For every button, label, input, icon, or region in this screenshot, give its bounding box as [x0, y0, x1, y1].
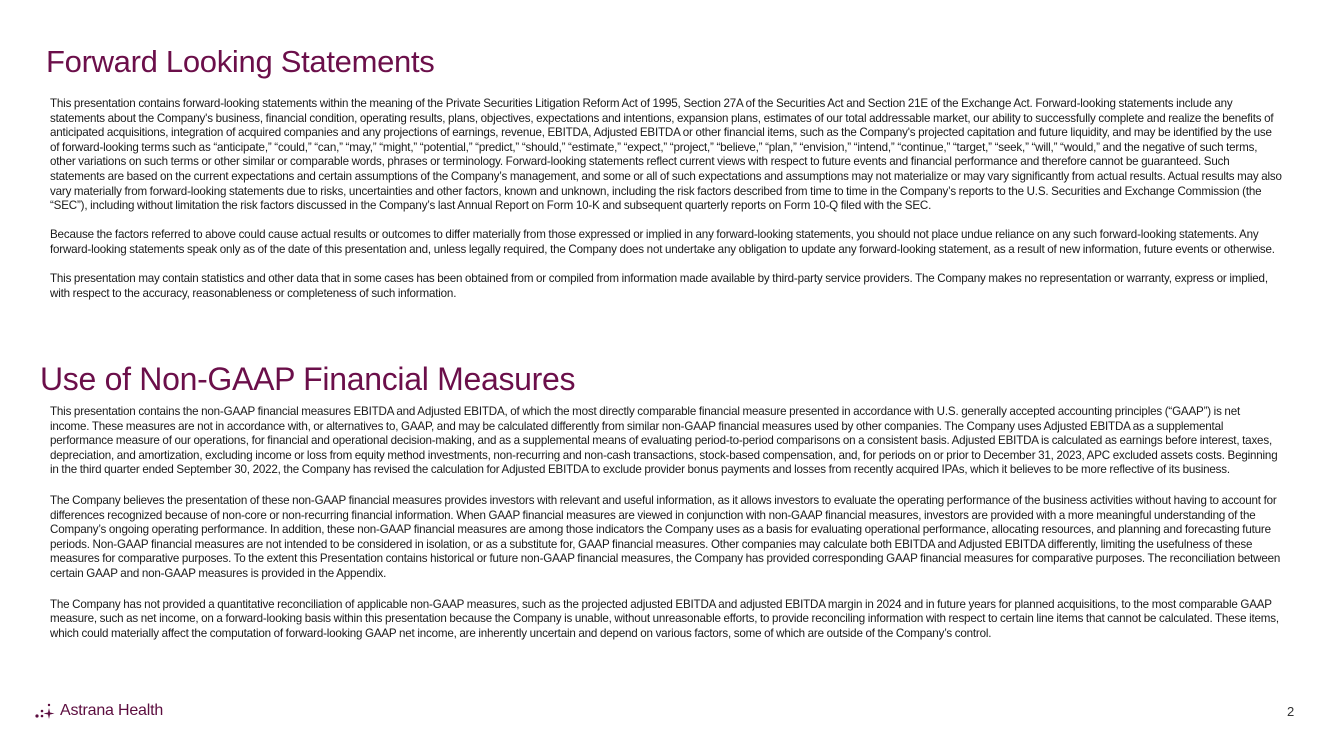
- forward-looking-paragraph: This presentation contains forward-looking statements within the meaning of the Private Securities Litigation Reform Act of 1995, Section 27A of the Securities Act and Section 21E of the Exchange Act. Forward-looking statements include any statements about the Company's business, financial condition, operating results, plans, objectives, expectations and intentions, expansion plans, estimates of our total addressable market, our ability to successfully complete and realize the benefits of anticipated acquisitions, integration of acquired companies and any projections of earnings, revenue, EBITDA, Adjusted EBITDA or other financial items, such as the Company's projected capitation and future liquidity, and may be identified by the use of forward-looking terms such as “anticipate,” “could,” “can,” “may,” “might,” “potential,” “predict,” “should,” “estimate,” “expect,” “project,” “believe,” “plan,” “envision,” “intend,” “continue,” “target,” “seek,” “will,” “would,” and the negative of such terms, other variations on such terms or other similar or comparable words, phrases or terminology. Forward-looking statements reflect current views with respect to future events and financial performance and therefore cannot be guaranteed. Such statements are based on the current expectations and certain assumptions of the Company’s management, and some or all of such expectations and assumptions may not materialize or may vary significantly from actual results. Actual results may also vary materially from forward-looking statements due to risks, uncertainties and other factors, known and unknown, including the risk factors described from time to time in the Company’s reports to the U.S. Securities and Exchange Commission (the “SEC”), including without limitation the risk factors discussed in the Company’s last Annual Report on Form 10-K and subsequent quarterly reports on Form 10-Q filed with the SEC.: [50, 97, 1282, 213]
- page-number: 2: [1287, 704, 1295, 719]
- logo-text: Astrana Health: [60, 702, 164, 719]
- forward-looking-title: Forward Looking Statements: [46, 44, 435, 79]
- forward-looking-paragraph: This presentation may contain statistics and other data that in some cases has been obtained from or compiled from information made available by third-party service providers. The Company makes no representation or warranty, express or implied, with respect to the accuracy, reasonableness or completeness of such information.: [50, 272, 1268, 300]
- forward-looking-paragraph: Because the factors referred to above could cause actual results or outcomes to differ materially from those expressed or implied in any forward-looking statements, you should not place undue reliance on any such forward-looking statements. Any forward-looking statements speak only as of the date of this presentation and, unless legally required, the Company does not undertake any obligation to update any forward-looking statement, as a result of new information, future events or otherwise.: [50, 228, 1275, 256]
- non-gaap-section: [50, 405, 1282, 641]
- non-gaap-paragraph: This presentation contains the non-GAAP financial measures EBITDA and Adjusted EBITDA, of which the most directly comparable financial measure presented in accordance with U.S. generally accepted accounting principles (“GAAP”) is net income. These measures are not in accordance with, or alternatives to, GAAP, and may be calculated differently from similar non-GAAP financial measures used by other companies. The Company uses Adjusted EBITDA as a supplemental performance measure of our operations, for financial and operational decision-making, and as a supplemental means of evaluating period-to-period comparisons on a consistent basis. Adjusted EBITDA is calculated as earnings before interest, taxes, depreciation, and amortization, excluding income or loss from equity method investments, non-recurring and non-cash transactions, stock-based compensation, and, for periods on or prior to December 31, 2023, APC excluded assets costs. Beginning in the third quarter ended September 30, 2022, the Company has revised the calculation for Adjusted EBITDA to exclude provider bonus payments and losses from recently acquired IPAs, which it believes to be more reflective of its business.: [50, 405, 1278, 477]
- forward-looking-section: [50, 97, 1282, 301]
- non-gaap-title: Use of Non-GAAP Financial Measures: [40, 361, 576, 397]
- sparkle-dots-icon: [34, 702, 56, 720]
- non-gaap-paragraph: The Company believes the presentation of these non-GAAP financial measures provides investors with relevant and useful information, as it allows investors to evaluate the operating performance of the business activities without having to account for differences recognized because of non-core or non-recurring financial information. When GAAP financial measures are viewed in conjunction with non-GAAP financial measures, investors are provided with a more meaningful understanding of the Company’s ongoing operating performance. In addition, these non-GAAP financial measures are among those indicators the Company uses as a basis for evaluating operational performance, allocating resources, and planning and forecasting future periods. Non-GAAP financial measures are not intended to be considered in isolation, or as a substitute for, GAAP financial measures. Other companies may calculate both EBITDA and Adjusted EBITDA differently, limiting the usefulness of these measures for comparative purposes. To the extent this Presentation contains historical or future non-GAAP financial measures, the Company has provided corresponding GAAP financial measures for comparative purposes. The reconciliation between certain GAAP and non-GAAP measures is provided in the Appendix.: [50, 493, 1281, 580]
- non-gaap-paragraph: The Company has not provided a quantitative reconciliation of applicable non-GAAP measures, such as the projected adjusted EBITDA and adjusted EBITDA margin in 2024 and in future years for planned acquisitions, to the most comparable GAAP measure, such as net income, on a forward-looking basis within this presentation because the Company is unable, without unreasonable efforts, to provide reconciling information with respect to certain line items that cannot be calculated. These items, which could materially affect the computation of forward-looking GAAP net income, are inherently uncertain and depend on various factors, some of which are outside of the Company’s control.: [50, 597, 1279, 640]
- company-logo: [34, 702, 163, 720]
